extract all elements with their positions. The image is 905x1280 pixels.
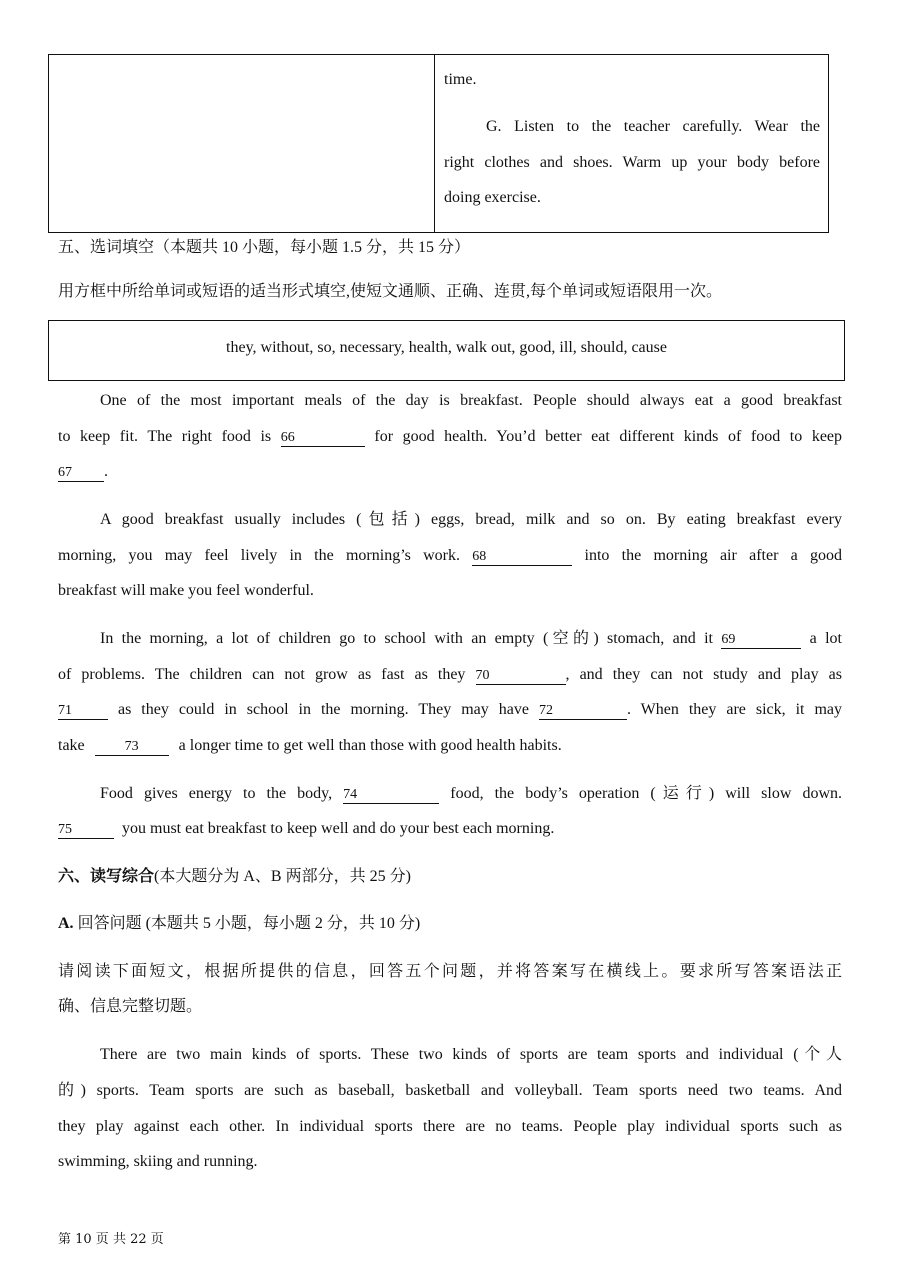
word-box: they, without, so, necessary, health, walk out, good, ill, should, cause bbox=[48, 320, 845, 381]
blank-75[interactable]: 75 bbox=[58, 822, 114, 839]
p1-line1: One of the most important meals of the day is breakfast. People should always eat a good breakfast bbox=[100, 392, 842, 409]
page-footer: 第 10 页 共 22 页 bbox=[58, 1232, 164, 1247]
section6-instruction-line1: 请阅读下面短文，根据所提供的信息，回答五个问题，并将答案写在横线上。要求所写答案语法正 bbox=[58, 963, 842, 980]
p1-text: to keep fit. The right food is bbox=[58, 428, 272, 445]
p4-line1 bbox=[100, 784, 842, 806]
passage-line: There are two main kinds of sports. These two kinds of sports are team sports and individual (个人 bbox=[100, 1046, 842, 1063]
p3-text: of problems. The children can not grow as fast as they bbox=[58, 666, 466, 683]
section6-title-bold: 六、读写综合 bbox=[58, 868, 155, 885]
p3-text: a longer time to get well than those with good health habits. bbox=[178, 737, 562, 754]
p4-text: you must eat breakfast to keep well and do your best each morning. bbox=[122, 820, 555, 837]
part-a-title bbox=[58, 914, 842, 936]
p2-line1: A good breakfast usually includes (包括) eggs, bread, milk and so on. By eating breakfast every bbox=[100, 511, 842, 528]
table-text-line: G. Listen to the teacher carefully. Wear the bbox=[486, 118, 820, 135]
p3-text: a lot bbox=[809, 630, 843, 647]
blank-74[interactable]: 74 bbox=[343, 787, 439, 804]
table-text-line: right clothes and shoes. Warm up your body before bbox=[444, 154, 820, 171]
p4-text: Food gives energy to the body, bbox=[100, 785, 333, 802]
p2-text: into the morning air after a good bbox=[584, 547, 843, 564]
section6-title bbox=[58, 867, 842, 889]
p3-text: take bbox=[58, 737, 85, 754]
passage-line: 的) sports. Team sports are such as baseball, basketball and volleyball. Team sports need two teams. And bbox=[58, 1082, 842, 1099]
blank-68[interactable]: 68 bbox=[472, 549, 572, 566]
p3-line2 bbox=[58, 665, 842, 687]
p3-text: . When they are sick, it may bbox=[626, 701, 843, 718]
section6-title-rest: (本大题分为 A、B 两部分，共 25 分) bbox=[154, 868, 411, 885]
passage-line: they play against each other. In individual sports there are no teams. People play individual sports such as bbox=[58, 1118, 842, 1135]
p1-text: . bbox=[104, 463, 108, 480]
p3-line3 bbox=[58, 700, 842, 722]
p1-line3 bbox=[58, 462, 842, 484]
section6-instruction-line2: 确、信息完整切题。 bbox=[58, 998, 203, 1015]
blank-67[interactable]: 67 bbox=[58, 465, 104, 482]
blank-70[interactable]: 70 bbox=[476, 668, 566, 685]
p4-text: food, the body’s operation (运行) will slow down. bbox=[450, 785, 843, 802]
exercise-table bbox=[48, 54, 829, 233]
p1-line2 bbox=[58, 427, 842, 449]
blank-66[interactable]: 66 bbox=[281, 430, 365, 447]
p2-line3: breakfast will make you feel wonderful. bbox=[58, 582, 314, 599]
blank-69[interactable]: 69 bbox=[721, 632, 801, 649]
blank-73[interactable]: 73 bbox=[95, 739, 169, 756]
p3-text: In the morning, a lot of children go to school with an empty (空的) stomach, and it bbox=[100, 630, 713, 647]
blank-71[interactable]: 71 bbox=[58, 703, 108, 720]
section5-instruction: 用方框中所给单词或短语的适当形式填空,使短文通顺、正确、连贯,每个单词或短语限用一次。 bbox=[58, 283, 723, 300]
p2-line2 bbox=[58, 546, 842, 568]
p3-line1 bbox=[100, 629, 842, 651]
part-a-label: A. bbox=[58, 915, 74, 932]
p3-text: as they could in school in the morning. They may have bbox=[117, 701, 529, 718]
p2-text: morning, you may feel lively in the morning’s work. bbox=[58, 547, 460, 564]
table-divider bbox=[434, 55, 435, 232]
table-text-line: doing exercise. bbox=[444, 189, 541, 206]
part-a-rest: 回答问题 (本题共 5 小题，每小题 2 分，共 10 分) bbox=[77, 915, 421, 932]
p3-text: , and they can not study and play as bbox=[565, 666, 843, 683]
p3-line4 bbox=[58, 736, 842, 758]
p1-text: for good health. You’d better eat different kinds of food to keep bbox=[374, 428, 843, 445]
blank-72[interactable]: 72 bbox=[539, 703, 627, 720]
table-text-line: time. bbox=[444, 71, 477, 88]
section5-title: 五、选词填空（本题共 10 小题，每小题 1.5 分，共 15 分） bbox=[58, 239, 471, 256]
passage-line: swimming, skiing and running. bbox=[58, 1153, 258, 1170]
p4-line2 bbox=[58, 819, 842, 841]
